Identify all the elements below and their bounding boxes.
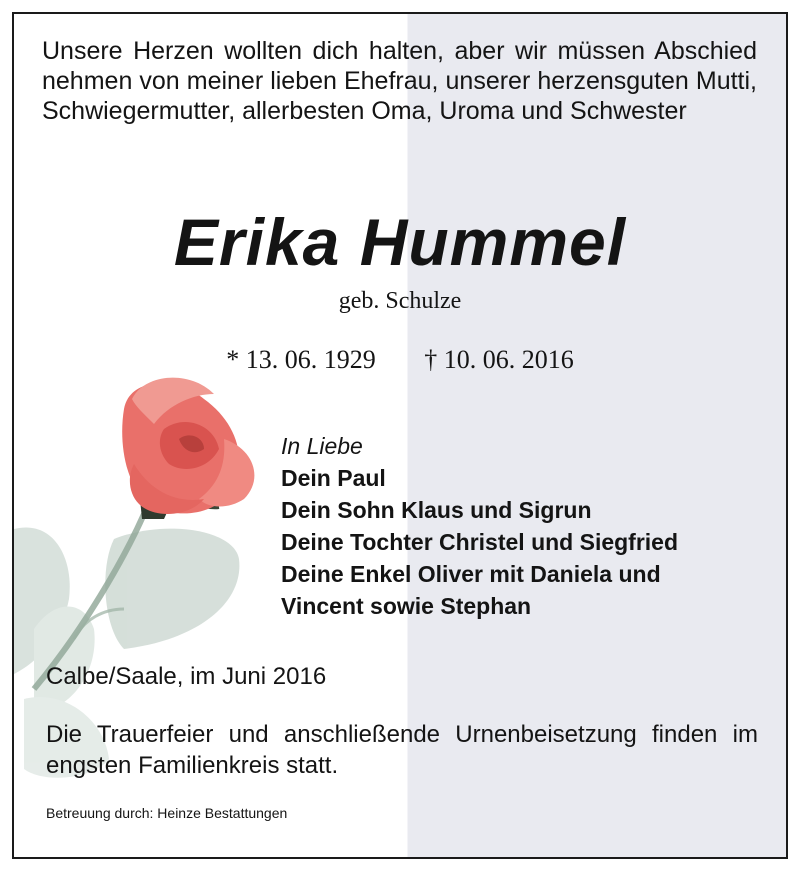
signoff-lead: In Liebe — [281, 433, 363, 459]
mourner-line: Dein Paul — [281, 465, 386, 491]
mourner-line: Deine Tochter Christel und Siegfried — [281, 529, 679, 555]
intro-text: Unsere Herzen wollten dich halten, aber wir müssen Abschied nehmen von meiner lieben Ehefrau, unserer herzensguten Mutti, Schwiegermutter, allerbesten Oma, Uroma und Schwester — [42, 37, 757, 125]
deceased-name: Erika Hummel — [173, 205, 627, 279]
mourner-line: Dein Sohn Klaus und Sigrun — [281, 497, 592, 523]
mourner-line: Vincent sowie Stephan — [281, 593, 532, 619]
signoff — [281, 430, 771, 622]
birth-date: * 13. 06. 1929 — [226, 345, 376, 374]
mourners-list — [281, 462, 771, 622]
obituary-notice — [12, 12, 788, 859]
place-date: Calbe/Saale, im Juni 2016 — [46, 663, 327, 690]
mourner-line: Deine Enkel Oliver mit Daniela und — [281, 561, 661, 587]
death-date: † 10. 06. 2016 — [424, 345, 574, 374]
funeral-note: Die Trauerfeier und anschließende Urnenbeisetzung finden im engsten Familienkreis statt. — [46, 721, 758, 779]
undertaker-credit: Betreuung durch: Heinze Bestattungen — [46, 805, 288, 821]
rose-bloom-icon — [122, 378, 254, 514]
birth-name: geb. Schulze — [338, 288, 462, 314]
